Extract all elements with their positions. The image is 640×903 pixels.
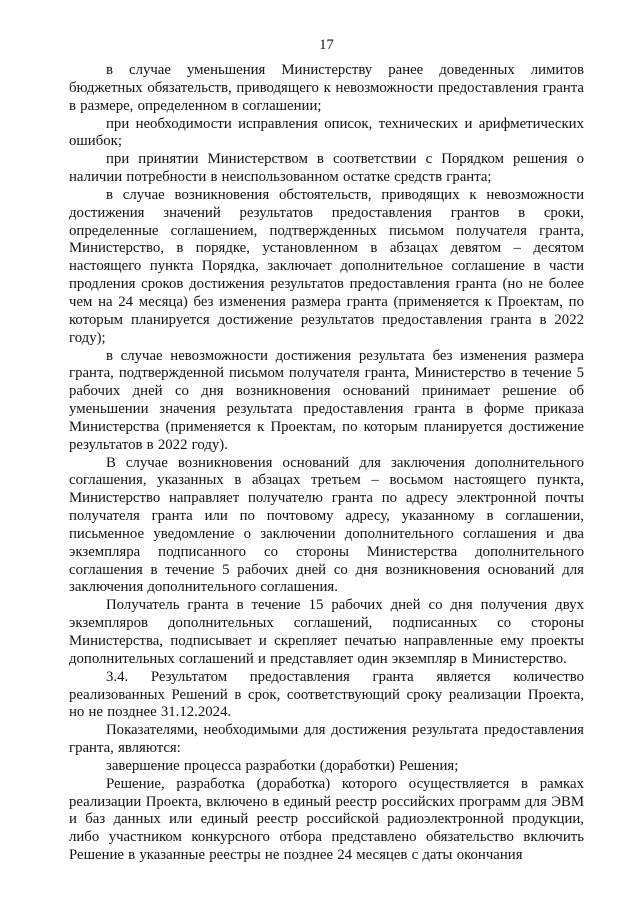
paragraph: завершение процесса разработки (доработки) Решения; [106, 757, 459, 774]
paragraph: в случае невозможности достижения результата без изменения размера гранта, подтвержденной письмом получателя гранта, Министерство в течение 5 рабочих дней со дня возникновения оснований принимает решение об уменьшении значения результата предоставления гранта в форме приказа Министерства (применяется к Проектам, по которым планируется достижение результатов в 2022 году). [69, 347, 584, 453]
paragraph: в случае уменьшения Министерству ранее доведенных лимитов бюджетных обязательств, приводящего к невозможности предоставления гранта в размере, определенном в соглашении; [69, 62, 584, 114]
paragraph: при принятии Министерством в соответствии с Порядком решения о наличии потребности в неиспользованном остатке средств гранта; [69, 151, 584, 186]
paragraph: Получатель гранта в течение 15 рабочих дней со дня получения двух экземпляров дополнительных соглашений, подписанных со стороны Министерства, подписывает и скрепляет печатью направленные ему проекты дополнительных соглашений и представляет один экземпляр в Министерство. [69, 597, 584, 667]
paragraph: в случае возникновения обстоятельств, приводящих к невозможности достижения значений результатов предоставления грантов в сроки, определенные соглашением, подтвержденных письмом получателя гранта, Министерство, в порядке, установленном в абзацах девятом – десятом настоящего пункта Порядка, заключает дополнительное соглашение в части продления сроков достижения результатов предоставления гранта (но не более чем на 24 месяца) без изменения размера гранта (применяется к Проектам, по которым планируется достижение результатов предоставления гранта в 2022 году); [69, 186, 584, 346]
paragraph: при необходимости исправления описок, технических и арифметических ошибок; [69, 115, 584, 150]
document-body [69, 62, 584, 865]
paragraph: Показателями, необходимыми для достижения результата предоставления гранта, являются: [69, 722, 584, 757]
paragraph: 3.4. Результатом предоставления гранта является количество реализованных Решений в срок, соответствующий сроку реализации Проекта, но не позднее 31.12.2024. [69, 668, 584, 721]
page-number: 17 [319, 37, 334, 53]
paragraph: Решение, разработка (доработка) которого осуществляется в рамках реализации Проекта, включено в единый реестр российских программ для ЭВМ и баз данных или единый реестр российской радиоэлектронной продукции, либо участником конкурсного отбора представлено обязательство включить Решение в указанные реестры не позднее 24 месяцев с даты окончания [69, 775, 584, 864]
paragraph: В случае возникновения оснований для заключения дополнительного соглашения, указанных в абзацах третьем – восьмом настоящего пункта, Министерство направляет получателю гранта по адресу электронной почты получателя гранта или по почтовому адресу, указанному в соглашении, письменное уведомление о заключении дополнительного соглашения и два экземпляра подписанного со стороны Министерства дополнительного соглашения в течение 5 рабочих дней со дня возникновения оснований для заключения дополнительного соглашения. [69, 454, 584, 596]
